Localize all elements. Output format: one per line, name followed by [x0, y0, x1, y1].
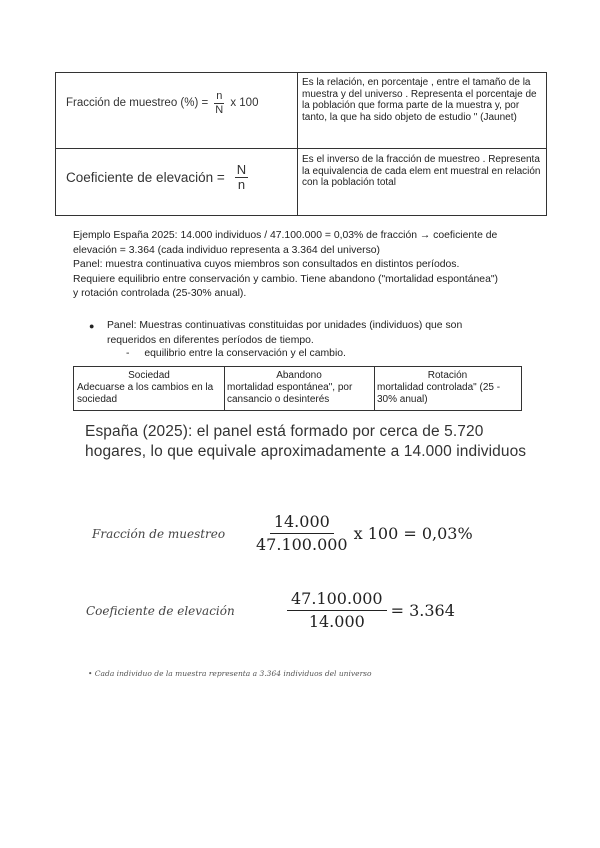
cell-header: Abandono — [276, 370, 322, 381]
notes-line: Ejemplo España 2025: 14.000 individuos / 47.100.000 = 0,03% de fracción → coeficiente de — [73, 230, 498, 241]
cell-text: mortalidad espontánea", por cansancio o desinterés — [227, 382, 353, 405]
numerator: 47.100.000 — [287, 589, 387, 611]
bullet-marker: ● — [89, 321, 95, 331]
calc-fraction-label: Fracción de muestreo — [92, 527, 226, 541]
definitions-table — [55, 72, 547, 216]
denominator: N — [215, 103, 224, 116]
statement-line: hogares, lo que equivale aproximadamente a 14.000 individuos — [85, 443, 527, 460]
notes-line: Panel: muestra continuativa cuyos miembros son consultados en distintos períodos. — [73, 259, 460, 271]
formula-fraction — [235, 163, 248, 192]
notes-line: Requiere equilibrio entre conservación y cambio. Tiene abandono ("mortalidad espontánea") — [73, 273, 498, 285]
cell-text: mortalidad controlada" (25 - 30% anual) — [377, 382, 501, 405]
sampling-fraction-description: Es la relación, en porcentaje , entre el tamaño de la muestra y del universo . Representa el porcentaje de la población que forma parte de la muestra y, por tanto, la que ha sido objeto de estudio " (Jaunet) — [302, 77, 537, 123]
cell-header: Rotación — [427, 370, 468, 381]
calc-coefficient-equation — [287, 589, 455, 631]
panel-table — [73, 366, 522, 411]
bullet-line: requeridos en diferentes períodos de tiempo. — [107, 334, 314, 346]
cell-text: Adecuarse a los cambios en la sociedad — [77, 382, 214, 405]
calc-result: = 3.364 — [390, 600, 455, 620]
sampling-fraction-formula — [66, 91, 258, 116]
sub-bullet-marker: - — [126, 348, 130, 359]
formula-label: Fracción de muestreo (%) = — [66, 97, 209, 110]
table-cell-rotacion — [374, 367, 521, 410]
table-cell-abandono — [224, 367, 374, 410]
footnote: • Cada individuo de la muestra representa a 3.364 individuos del universo — [88, 669, 372, 678]
calc-result: x 100 = 0,03% — [353, 523, 473, 543]
table-divider — [56, 148, 546, 149]
denominator: n — [237, 176, 246, 192]
sub-bullet-item — [126, 347, 526, 362]
denominator: 47.100.000 — [256, 535, 348, 554]
elevation-coefficient-formula — [66, 163, 254, 192]
notes-line: elevación = 3.364 (cada individuo representa a 3.364 del universo) — [73, 244, 381, 256]
formula-label: Coeficiente de elevación = — [66, 169, 225, 185]
cell-header: Sociedad — [128, 370, 170, 381]
formula-fraction — [214, 91, 224, 116]
calc-fraction — [287, 589, 387, 631]
calc-fraction — [256, 512, 348, 554]
denominator: 14.000 — [308, 612, 365, 631]
numerator: 14.000 — [270, 512, 334, 534]
table-divider — [297, 73, 298, 215]
bullet-item — [89, 319, 529, 348]
calc-fraction-equation — [256, 512, 473, 554]
numerator: n — [216, 90, 223, 102]
notes-paragraph — [73, 229, 553, 302]
table-cell-sociedad — [74, 367, 224, 410]
spain-panel-statement — [85, 422, 555, 462]
numerator: N — [236, 162, 247, 177]
calc-coefficient-label: Coeficiente de elevación — [86, 604, 235, 618]
sub-bullet-text: equilibrio entre la conservación y el cambio. — [144, 348, 346, 359]
elevation-coefficient-description: Es el inverso de la fracción de muestreo . Representa la equivalencia de cada elem ent muestral en relación con la población total — [302, 154, 541, 189]
formula-multiplier: x 100 — [230, 97, 259, 110]
bullet-line: Panel: Muestras continuativas constituidas por unidades (individuos) que son — [107, 320, 463, 331]
notes-line: y rotación controlada (25-30% anual). — [73, 288, 247, 300]
statement-line: España (2025): el panel está formado por cerca de 5.720 — [85, 423, 484, 440]
